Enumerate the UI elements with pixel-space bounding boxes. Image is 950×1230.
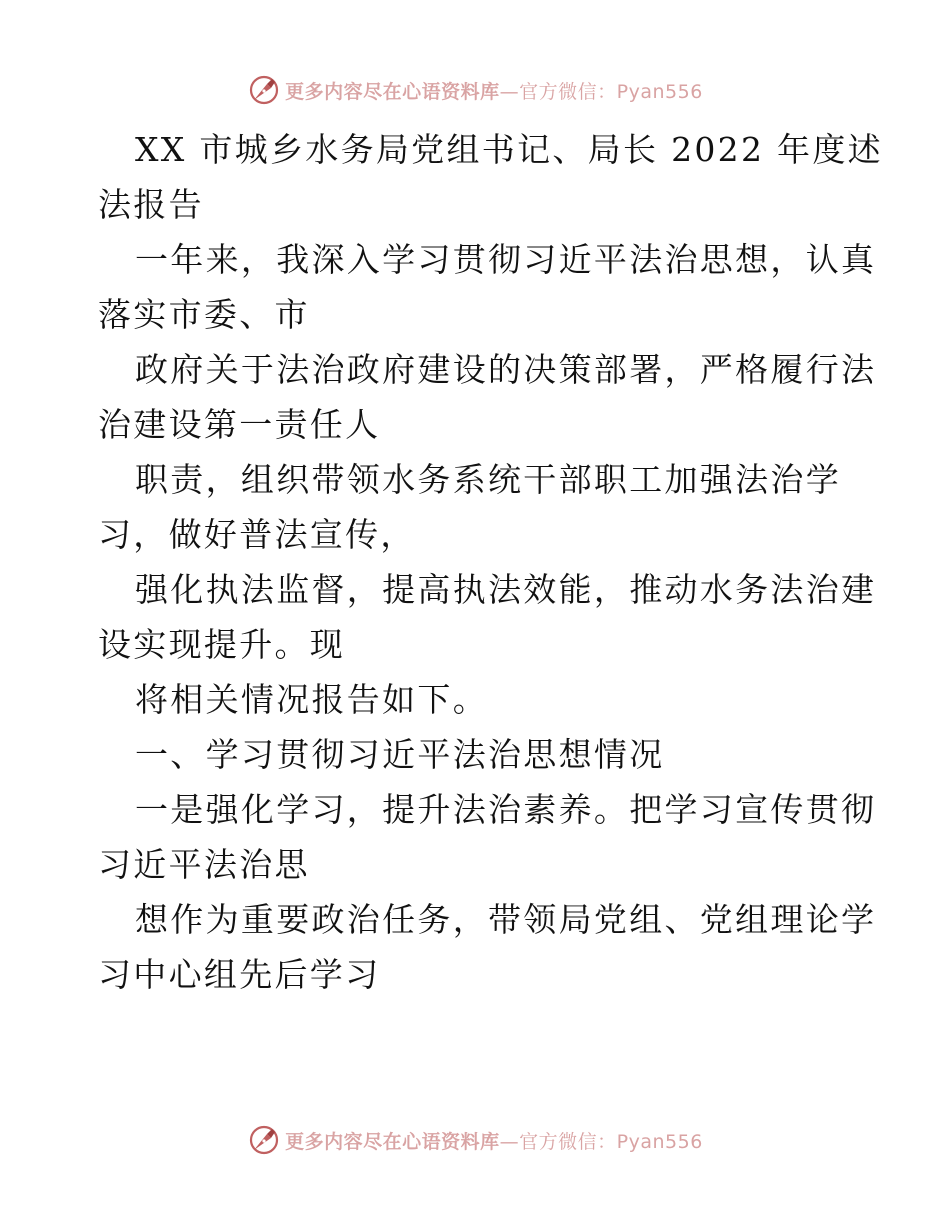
document-body [98,122,883,1002]
text-line: 强化执法监督，提高执法效能，推动水务法治建 [135,570,877,609]
text-line: 习中心组先后学习 [98,955,381,994]
text-line: 一年来，我深入学习贯彻习近平法治思想，认真 [135,240,877,279]
text-line: 设实现提升。现 [98,625,346,664]
text-line: 落实市委、市 [98,295,310,334]
banner-contact: —官方微信：Pyan556 [499,1130,703,1153]
text-line: 一是强化学习，提升法治素养。把学习宣传贯彻 [135,790,877,829]
banner-brand: 更多内容尽在心语资料库 [285,80,500,103]
text-line: 习近平法治思 [98,845,310,884]
text-line: 治建设第一责任人 [98,405,381,444]
banner-text [285,1127,703,1154]
text-line: 想作为重要政治任务，带领局党组、党组理论学 [135,900,877,939]
text-line: 职责，组织带领水务系统干部职工加强法治学 [135,460,841,499]
banner-brand: 更多内容尽在心语资料库 [285,1130,500,1153]
banner-text [285,77,703,104]
pen-nib-circle-icon [247,1123,281,1157]
text-line: 法报告 [98,185,204,224]
text-line: 将相关情况报告如下。 [135,680,488,719]
text-line: XX 市城乡水务局党组书记、局长 2022 年度述 [135,130,883,169]
text-line: 一、学习贯彻习近平法治思想情况 [135,735,665,774]
banner-contact: —官方微信：Pyan556 [499,80,703,103]
text-line: 政府关于法治政府建设的决策部署，严格履行法 [135,350,877,389]
pen-nib-circle-icon [247,73,281,107]
header-banner [0,70,950,110]
text-line: 习，做好普法宣传， [98,515,416,554]
footer-banner [0,1120,950,1160]
